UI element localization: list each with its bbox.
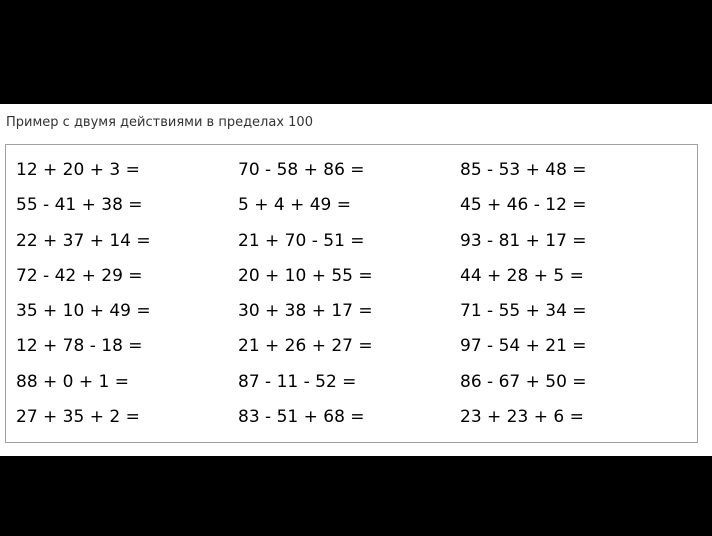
exercise-r8-c3: 23 + 23 + 6 = xyxy=(460,407,584,428)
exercise-grid xyxy=(16,153,696,435)
worksheet-heading: Пример с двумя действиями в пределах 100 xyxy=(6,115,313,130)
exercise-r2-c1: 55 - 41 + 38 = xyxy=(16,195,143,216)
exercise-r4-c2: 20 + 10 + 55 = xyxy=(238,265,373,286)
exercise-r2-c3: 45 + 46 - 12 = xyxy=(460,195,587,216)
exercise-r4-c3: 44 + 28 + 5 = xyxy=(460,265,584,286)
worksheet xyxy=(0,104,712,456)
exercise-r3-c3: 93 - 81 + 17 = xyxy=(460,230,587,251)
exercise-r3-c1: 22 + 37 + 14 = xyxy=(16,230,151,251)
exercise-r7-c1: 88 + 0 + 1 = xyxy=(16,371,130,392)
exercise-r1-c3: 85 - 53 + 48 = xyxy=(460,160,587,180)
exercise-r7-c2: 87 - 11 - 52 = xyxy=(238,371,357,392)
exercise-r8-c2: 83 - 51 + 68 = xyxy=(238,407,365,428)
exercise-r1-c2: 70 - 58 + 86 = xyxy=(238,160,365,180)
exercise-r7-c3: 86 - 67 + 50 = xyxy=(460,371,587,392)
exercise-r5-c2: 30 + 38 + 17 = xyxy=(238,301,373,322)
exercise-r8-c1: 27 + 35 + 2 = xyxy=(16,407,140,428)
exercise-r3-c2: 21 + 70 - 51 = xyxy=(238,230,365,251)
exercise-r2-c2: 5 + 4 + 49 = xyxy=(238,195,352,216)
exercise-r6-c1: 12 + 78 - 18 = xyxy=(16,336,143,357)
bottom-letterbox-bar xyxy=(0,456,712,536)
exercise-box xyxy=(5,144,698,443)
exercise-r5-c1: 35 + 10 + 49 = xyxy=(16,301,151,322)
top-letterbox-bar xyxy=(0,0,712,104)
exercise-r6-c3: 97 - 54 + 21 = xyxy=(460,336,587,357)
exercise-r5-c3: 71 - 55 + 34 = xyxy=(460,301,587,322)
exercise-r1-c1: 12 + 20 + 3 = xyxy=(16,160,140,180)
exercise-r6-c2: 21 + 26 + 27 = xyxy=(238,336,373,357)
exercise-r4-c1: 72 - 42 + 29 = xyxy=(16,265,143,286)
